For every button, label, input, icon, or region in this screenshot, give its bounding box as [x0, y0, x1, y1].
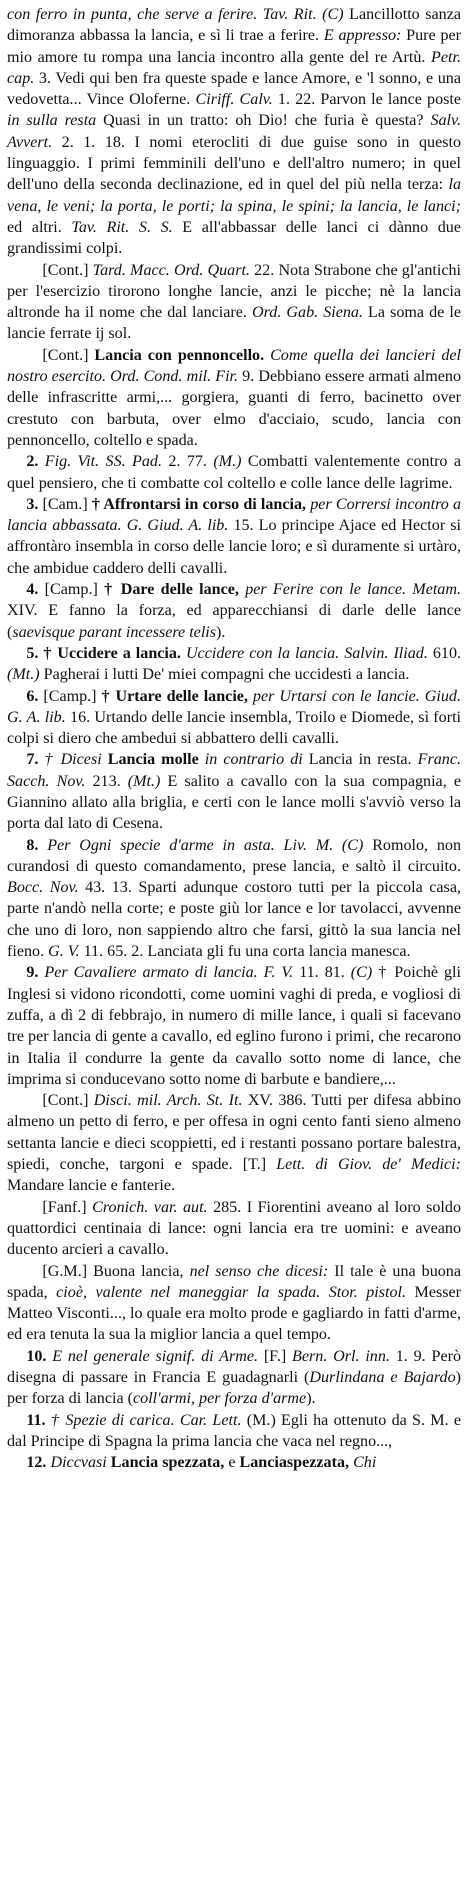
dictionary-entry-p1 — [7, 4, 461, 260]
entry-text-segment: Bern. Orl. inn. — [292, 1347, 396, 1365]
entry-text-segment: 22. Nota Strabone che gl'antichi per l'esercizio tirorono longhe lancie, anzi le picche; nè la lancia altronde ha il nome che dal lanciare. — [7, 261, 461, 322]
entry-text-segment: 4. — [26, 581, 45, 599]
dictionary-entry-p11 — [7, 962, 461, 1090]
entry-text-segment: 15. Lo principe Ajace ed Hector si affrontàro insembla in corso delle lancie loro; e sì duramente si urtàro, che ambidue caddero delli cavalli. — [7, 517, 461, 577]
entry-text-segment: nel senso che dicesi: — [189, 1262, 335, 1280]
entry-text-segment: [G.M.] Buona lancia, — [42, 1262, 190, 1280]
entry-text-segment: Ord. Gab. Siena. — [251, 304, 369, 322]
entry-text-segment: 43. 13. Sparti adunque costoro tutti per la piccola casa, parte n'andò nella corte; e poste giù lor lance e lor tavolacci, avvenne che uno di loro, non sappiendo altro che farsi, gittò la sua lancia nel fieno. — [7, 879, 461, 961]
entry-text-segment: † Urtare delle lancie, — [101, 687, 253, 705]
dictionary-entry-p14 — [7, 1261, 461, 1346]
entry-text-segment: Il tale è una buona spada, — [7, 1262, 462, 1301]
entry-text-segment: 6. — [26, 687, 44, 705]
entry-text-segment: Disci. mil. Arch. St. It. — [93, 1092, 248, 1110]
entry-text-segment: 11. 81. — [299, 964, 351, 982]
entry-text-segment: Tard. Macc. Ord. Quart. — [92, 261, 255, 279]
entry-text-segment: [Fanf.] — [42, 1198, 93, 1216]
entry-text-segment: Mandare lancie e fanterie. — [7, 1177, 175, 1195]
dictionary-entry-p17 — [7, 1452, 461, 1473]
entry-text-segment: in sulla resta — [7, 112, 104, 130]
entry-text-segment: 9. — [26, 964, 45, 982]
dictionary-entry-p3 — [7, 345, 461, 451]
dictionary-entry-p7 — [7, 643, 461, 686]
entry-text-segment: [Cont.] — [42, 1092, 94, 1110]
entry-text-segment: ). — [216, 623, 226, 641]
entry-text-segment: Lett. di Giov. de' Medici: — [276, 1156, 461, 1174]
dictionary-entry-p12 — [7, 1090, 461, 1196]
entry-text-segment: [F.] — [263, 1347, 293, 1365]
entry-text-segment: Franc. Sacch. Nov. — [7, 751, 461, 790]
entry-text-segment: 11. 65. 2. Lanciata gli fu una corta lancia manesca. — [83, 943, 411, 961]
entry-text-segment: [Cont.] — [42, 346, 95, 364]
entry-text-segment: XIV. E fanno la forza, ed apparecchiansi di darle delle lance ( — [7, 602, 461, 641]
dictionary-entry-p15 — [7, 1346, 461, 1410]
entry-text-segment: † Affrontarsi in corso di lancia, — [91, 495, 311, 513]
dictionary-entry-p2 — [7, 260, 461, 345]
entry-text-segment: 10. — [26, 1347, 53, 1365]
entry-text-segment: Lancia spezzata, — [110, 1454, 229, 1472]
entry-text-segment: Quasi in un tratto: oh Dio! che furia è questa? — [103, 112, 431, 130]
entry-text-segment: ed altri. — [7, 218, 72, 236]
entry-text-segment: e — [228, 1454, 240, 1472]
entry-text-segment: Per Ogni specie d'arme in asta. Liv. M. (C) — [47, 836, 373, 854]
entry-text-segment: Romolo, non curandosi di questo comandamento, prese lancia, e saltò il circuito. — [7, 836, 462, 875]
entry-text-segment: 11. — [26, 1411, 51, 1429]
entry-text-segment: 2. 1. 18. I nomi eterocliti di due guise sono in questo linguaggio. I primi femminili dell'uno e dell'altro numero; in quel dell'uno della seconda declinazione, ed in quel del più nella terza: — [7, 133, 461, 194]
entry-text-segment: † Dicesi — [44, 751, 108, 769]
entry-text-segment: con ferro in punta, che serve a ferire. Tav. Rit. (C) — [7, 6, 350, 23]
entry-text-segment: Lancia con pennoncello. — [94, 346, 271, 364]
entry-text-segment: 3. — [26, 495, 43, 513]
entry-text-segment: Chi — [353, 1454, 377, 1472]
entry-text-segment: Lancia in resta. — [308, 751, 418, 769]
entry-text-segment: Uccidere con la lancia. Salvin. Iliad. — [185, 644, 433, 662]
entry-text-segment: † Spezie di carica. Car. Lett. — [50, 1411, 247, 1429]
entry-text-segment: Lanciaspezzata, — [239, 1454, 354, 1472]
entry-text-segment: Petr. cap. — [7, 48, 461, 87]
entry-text-segment: coll'armi, per forza d'arme — [133, 1390, 307, 1408]
entry-text-segment: 610. — [432, 644, 462, 662]
entry-text-segment: 213. — [92, 772, 128, 790]
entry-text-segment: ) per forza di lancia ( — [7, 1369, 461, 1408]
entry-text-segment: ). — [306, 1390, 316, 1408]
entry-text-segment: 16. Urtando delle lancie insembla, Troilo e Diomede, sì forti colpi si diero che ambedui si abbattero delli cavalli. — [7, 708, 462, 748]
entry-text-segment: per Ferire con le lance. Metam. — [245, 581, 461, 599]
entry-text-segment: Tav. Rit. S. S. — [71, 218, 183, 236]
entry-text-segment: 1. 22. Parvon le lance poste — [277, 91, 461, 109]
entry-text-segment: 285. I Fiorentini aveano al loro soldo quattordici centinaia di lance: ogni lancia era tre uomini: e aveano ducento arcieri a cavallo. — [7, 1198, 461, 1259]
entry-text-segment: (M.) Egli ha ottenuto da S. M. e dal Principe di Spagna la prima lancia che vaca nel regno..., — [7, 1411, 461, 1450]
entry-text-segment: Pure per mio amore tu rompa una lancia incontro alla gente del re Artù. — [7, 27, 461, 66]
entry-text-segment: la vena, le veni; la porta, le porti; la spina, le spini; la lancia, le lanci; — [7, 176, 461, 215]
entry-text-segment: per Corrersi incontro a lancia abbassata. G. Giud. A. lib. — [7, 495, 461, 535]
entry-text-segment: 2. — [26, 453, 45, 471]
entry-text-segment: Diccvasi — [50, 1454, 111, 1472]
entry-text-segment: Combatti valentemente contro a quel pensiero, che ti combatte col coltello e colle lance delle lagrime. — [7, 453, 462, 492]
entry-text-segment: [Camp.] — [44, 581, 105, 599]
entry-text-segment: † Uccidere a lancia. — [43, 644, 186, 662]
dictionary-entry-p5 — [7, 494, 461, 579]
entry-text-segment: Salv. Avvert. — [7, 112, 461, 151]
entry-text-segment: saevisque parant incessere telis — [12, 623, 217, 641]
entry-text-segment: La soma de le lancie ferrate ij sol. — [7, 304, 461, 343]
dictionary-entry-p10 — [7, 835, 461, 963]
entry-text-segment: Ciriff. Calv. — [195, 91, 278, 109]
entry-text-segment: Lancia molle — [107, 751, 205, 769]
entry-text-segment: [Cam.] — [42, 495, 92, 513]
entry-text-segment: Lancillotto sanza dimoranza abbassa la lancia, e sì li trae a ferire. — [7, 6, 461, 45]
entry-text-segment: 2. 77. — [168, 453, 214, 471]
entry-text-segment: cioè, valente nel maneggiar la spada. Stor. pistol. — [56, 1283, 415, 1301]
entry-text-segment: Come quella dei lancieri del nostro esercito. Ord. Cond. mil. Fir. — [7, 346, 461, 386]
entry-text-segment: 3. Vedi qui ben fra queste spade e lance Amore, e 'l sonno, e una vedovetta... Vince Oloferne. — [7, 69, 461, 109]
dictionary-entry-p6 — [7, 579, 461, 643]
entry-text-segment: 9. Debbiano essere armati almeno delle infrascritte armi,... gorgiera, guanti di ferro, bacinetto over crestuto con barbuta, over elmo d'acciaio, scudo, lancia con pennoncello, coltello e spada. — [7, 368, 462, 449]
entry-text-segment: 5. — [26, 644, 44, 662]
entry-text-segment: † Dare delle lance, — [104, 581, 246, 599]
entry-text-segment: (C) — [350, 964, 379, 982]
dictionary-entry-p8 — [7, 686, 461, 750]
entry-text-segment: Bocc. Nov. — [7, 879, 86, 897]
entry-text-segment: Cronich. var. aut. — [92, 1198, 214, 1216]
entry-text-segment: in contrario di — [204, 751, 309, 769]
entry-text-segment: (M.) — [213, 453, 248, 471]
entry-text-segment: 1. 9. Però disegna di passare in Francia E guadagnarli ( — [7, 1347, 462, 1386]
entry-text-segment: (Mt.) — [127, 772, 168, 790]
entry-text-segment: Pagherai i lutti De' miei compagni che uccidesti a lancia. — [43, 666, 410, 684]
dictionary-entry-p16 — [7, 1410, 461, 1453]
entry-text-segment: XV. 386. Tutti per difesa abbino almeno un petto di ferro, e per offesa in ogni cento fanti sieno almeno settanta lancie e dieci scoppietti, ed i restanti possano portare balestra, spiedi, conche, targoni e spade. [T.] — [7, 1092, 462, 1174]
entry-text-segment: E nel generale signif. di Arme. — [52, 1347, 264, 1365]
entry-text-segment: 8. — [26, 836, 48, 854]
entry-text-segment: † Poichè gli Inglesi si vidono ricondotti, come uomini vaghi di preda, e vogliosi di zuffa, a dì 2 di febbrajo, in numero di mille lance, i quali si facevano tre per lancia di gente a cavallo, ed eglino furono i primi, che recarono in Italia il condurre la gente da cavallo sotto nome di lance, che imprima si conducevano sotto nome di barbute e bandiere,... — [7, 964, 461, 1088]
entry-text-segment: per Urtarsi con le lancie. Giud. G. A. lib. — [7, 687, 461, 726]
entry-text-segment: Durlindana e Bajardo — [309, 1369, 456, 1386]
entry-text-segment: [Camp.] — [43, 687, 102, 705]
entry-text-segment: E salito a cavallo con la sua compagnia, e Giannino allato alla briglia, e certi con le lance molli s'avviò verso la porta dal lato di Cesena. — [7, 772, 461, 833]
entry-text-segment: E all'abbassar delle lanci ci dànno due grandissimi colpi. — [7, 218, 461, 258]
entry-text-segment: Messer Matteo Visconti..., lo quale era molto prode e gagliardo in fatti d'arme, ed era tenuta la sua la miglior lancia a quel tempo. — [7, 1283, 461, 1344]
entry-text-segment: 12. — [26, 1454, 51, 1472]
entry-text-segment: Per Cavaliere armato di lancia. F. V. — [44, 964, 300, 982]
entry-text-segment: G. V. — [48, 943, 84, 961]
entry-text-segment: [Cont.] — [42, 261, 93, 279]
entry-text-segment: (Mt.) — [7, 666, 44, 684]
dictionary-entry-p9 — [7, 749, 461, 834]
entry-text-segment: 7. — [26, 751, 45, 769]
dictionary-entry-p13 — [7, 1197, 461, 1261]
dictionary-entry-p4 — [7, 451, 461, 494]
entry-text-segment: Fig. Vit. SS. Pad. — [44, 453, 169, 471]
entry-text-segment: E appresso: — [323, 27, 407, 45]
